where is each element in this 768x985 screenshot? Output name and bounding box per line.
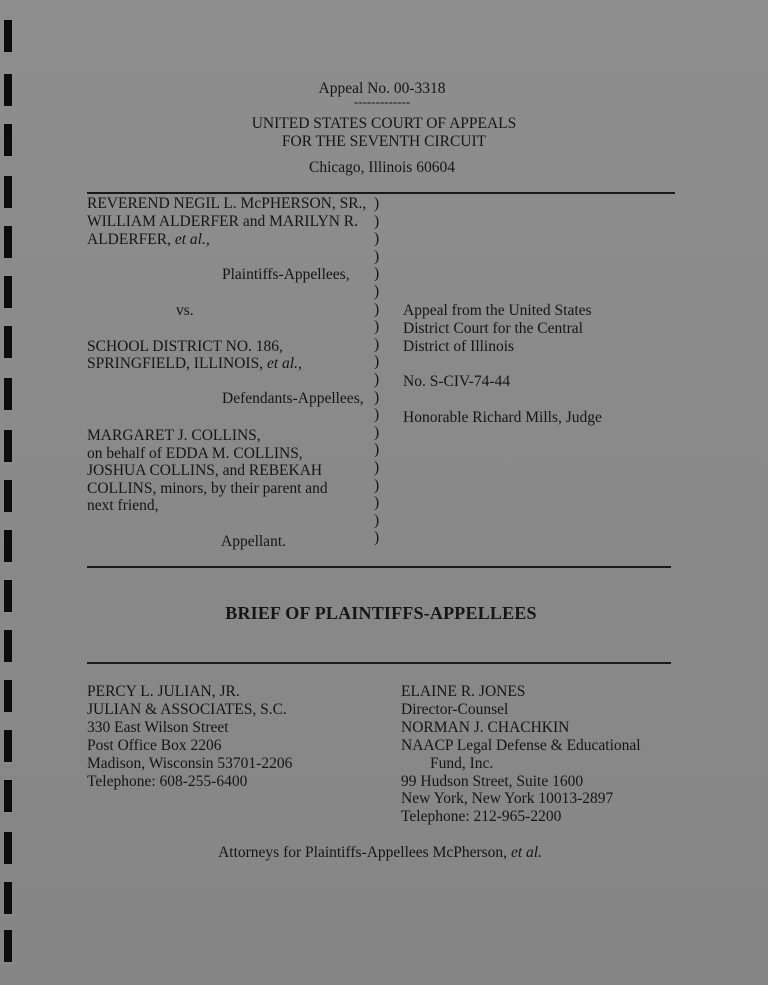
- counsel-right-line-8: Telephone: 212-965-2200: [401, 808, 562, 825]
- versus: vs.: [176, 302, 194, 319]
- plaintiff-line-2: WILLIAM ALDERFER and MARILYN R.: [87, 213, 358, 230]
- appeal-from-line-1: Appeal from the United States: [403, 302, 592, 319]
- appeal-number: Appeal No. 00-3318: [318, 80, 446, 97]
- defendants-role: Defendants-Appellees,: [222, 390, 364, 407]
- case-number: No. S-CIV-74-44: [403, 373, 511, 390]
- plaintiff-line-1: REVEREND NEGIL L. McPHERSON, SR.,: [87, 195, 367, 212]
- plaintiffs-role: Plaintiffs-Appellees,: [222, 266, 350, 283]
- appeal-from-line-3: District of Illinois: [403, 338, 515, 355]
- counsel-right-line-4: NAACP Legal Defense & Educational: [401, 737, 641, 754]
- court-name-line2: FOR THE SEVENTH CIRCUIT: [281, 133, 487, 150]
- caption-bottom-rule: [87, 566, 671, 568]
- counsel-left-line-4: Post Office Box 2206: [87, 737, 222, 754]
- counsel-left-line-6: Telephone: 608-255-6400: [87, 773, 248, 790]
- top-rule: [87, 192, 675, 194]
- title-bottom-rule: [87, 662, 671, 664]
- et-al-italic: et al.,: [174, 231, 210, 248]
- defendant-line-2: SPRINGFIELD, ILLINOIS, et al.,: [87, 355, 302, 372]
- court-name-line1: UNITED STATES COURT OF APPEALS: [251, 115, 517, 132]
- defendant-line-1: SCHOOL DISTRICT NO. 186,: [87, 338, 283, 355]
- court-location: Chicago, Illinois 60604: [309, 159, 455, 176]
- counsel-right-line-5: Fund, Inc.: [430, 755, 494, 772]
- brief-title: BRIEF OF PLAINTIFFS-APPELLEES: [225, 603, 537, 623]
- appellant-line-5: next friend,: [87, 497, 159, 514]
- counsel-left-line-2: JULIAN & ASSOCIATES, S.C.: [87, 701, 287, 718]
- attorneys-et-al: et al.: [510, 844, 542, 861]
- caption-paren-column: ) ) ) ) ) ) ) ) ) ) ) ) ) ) ) ) ) ) ) ): [374, 195, 380, 547]
- et-al-italic-defendants: et al.,: [266, 355, 302, 372]
- counsel-right-line-1: ELAINE R. JONES: [401, 683, 526, 700]
- counsel-left-line-1: PERCY L. JULIAN, JR.: [87, 683, 240, 700]
- appellant-role: Appellant.: [221, 533, 286, 550]
- plaintiff-line-3: ALDERFER, et al.,: [87, 231, 210, 248]
- counsel-right-line-3: NORMAN J. CHACHKIN: [401, 719, 570, 736]
- appellant-line-2: on behalf of EDDA M. COLLINS,: [87, 445, 303, 462]
- judge-name: Honorable Richard Mills, Judge: [403, 409, 602, 426]
- appellant-line-3: JOSHUA COLLINS, and REBEKAH: [87, 462, 323, 479]
- attorneys-for-line: Attorneys for Plaintiffs-Appellees McPherson, et al.: [218, 844, 542, 861]
- appellant-line-4: COLLINS, minors, by their parent and: [87, 480, 328, 497]
- header-dashes: -------------: [353, 94, 411, 109]
- counsel-right-line-7: New York, New York 10013-2897: [401, 790, 614, 807]
- counsel-right-line-6: 99 Hudson Street, Suite 1600: [401, 773, 584, 790]
- counsel-right-line-2: Director-Counsel: [401, 701, 509, 718]
- appellant-line-1: MARGARET J. COLLINS,: [87, 427, 261, 444]
- counsel-left-line-5: Madison, Wisconsin 53701-2206: [87, 755, 293, 772]
- appeal-from-line-2: District Court for the Central: [403, 320, 583, 337]
- counsel-left-line-3: 330 East Wilson Street: [87, 719, 229, 736]
